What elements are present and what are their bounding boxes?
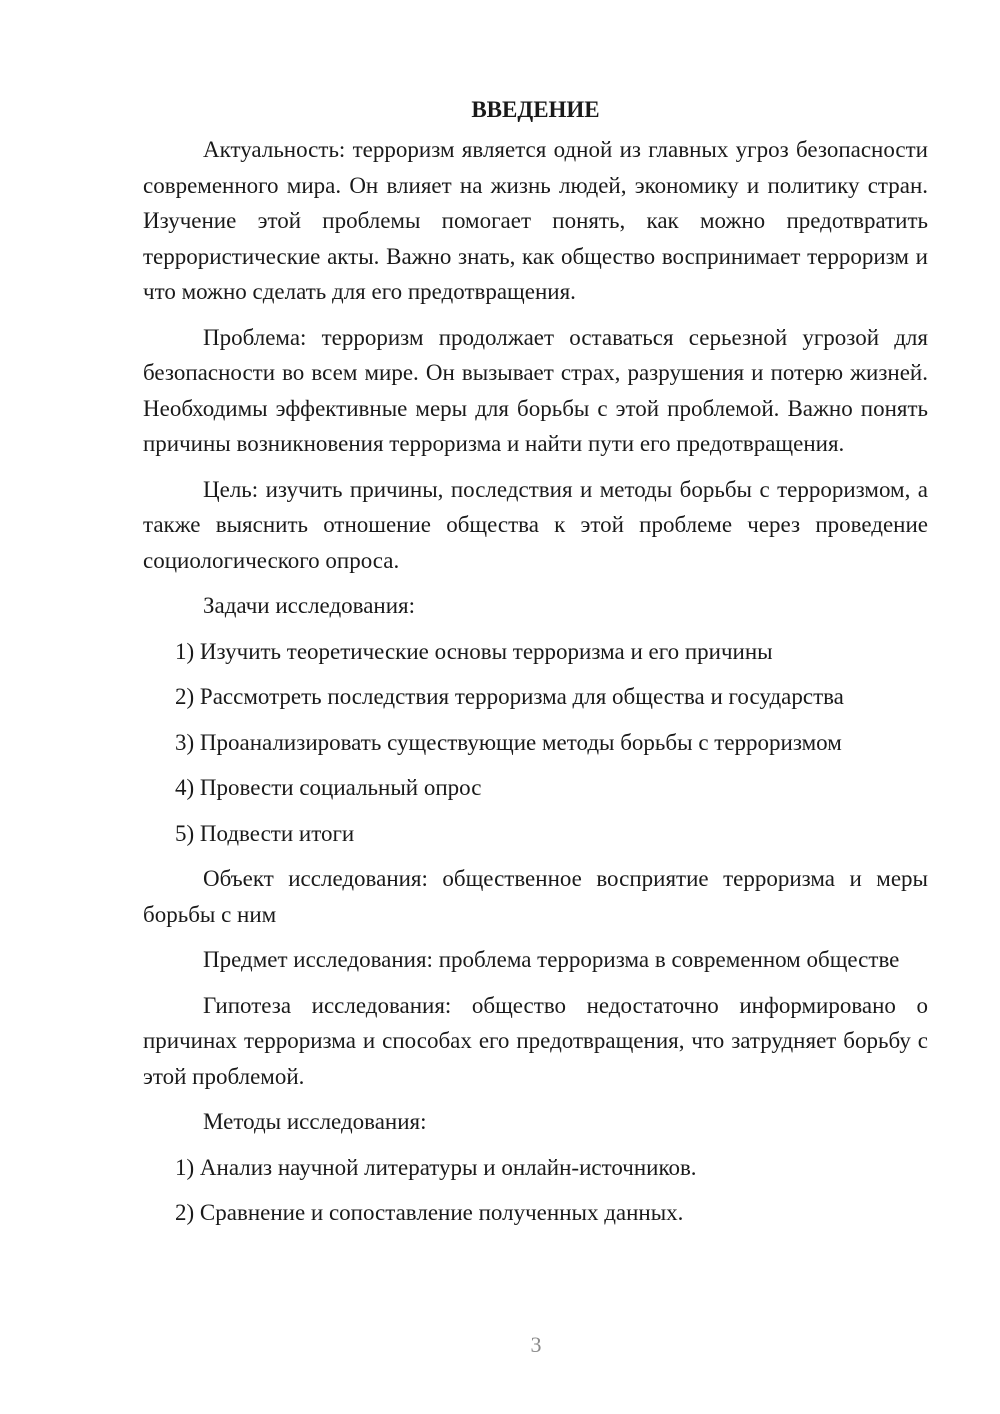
document-page (143, 92, 928, 1241)
object-paragraph: Объект исследования: общественное восприятие терроризма и меры борьбы с ним (143, 866, 928, 927)
page-title: ВВЕДЕНИЕ (471, 97, 600, 122)
hypothesis-paragraph: Гипотеза исследования: общество недостаточно информировано о причинах терроризма и способах его предотвращения, что затрудняет борьбу с этой проблемой. (143, 992, 928, 1089)
page-number: 3 (530, 1332, 542, 1357)
method-item: 2) Сравнение и сопоставление полученных данных. (175, 1200, 684, 1225)
relevance-paragraph: Актуальность: терроризм является одной из главных угроз безопасности современного мира. Он влияет на жизнь людей, экономику и политику стран. Изучение этой проблемы помогает понять, как можно предотвратить террористические акты. Важно знать, как общество воспринимает терроризм и что можно сделать для его предотвращения. (143, 137, 928, 304)
goal-paragraph: Цель: изучить причины, последствия и методы борьбы с терроризмом, а также выяснить отношение общества к этой проблеме через проведение социологического опроса. (143, 476, 928, 573)
tasks-heading: Задачи исследования: (203, 593, 416, 618)
methods-list (143, 1150, 928, 1231)
methods-heading: Методы исследования: (203, 1109, 427, 1134)
task-item: 1) Изучить теоретические основы терроризма и его причины (175, 638, 773, 664)
method-item: 1) Анализ научной литературы и онлайн-источников. (175, 1154, 697, 1180)
problem-paragraph: Проблема: терроризм продолжает оставаться серьезной угрозой для безопасности во всем мире. Он вызывает страх, разрушения и потерю жизней. Необходимы эффективные меры для борьбы с этой проблемой. Важно понять причины возникновения терроризма и найти пути его предотвращения. (143, 324, 928, 456)
tasks-list (143, 634, 928, 852)
task-item: 2) Рассмотреть последствия терроризма для общества и государства (175, 684, 844, 709)
task-item: 5) Подвести итоги (175, 820, 355, 846)
subject-paragraph: Предмет исследования: проблема терроризма в современном обществе (203, 947, 900, 972)
task-item: 4) Провести социальный опрос (175, 775, 482, 800)
task-item: 3) Проанализировать существующие методы борьбы с терроризмом (175, 729, 842, 755)
